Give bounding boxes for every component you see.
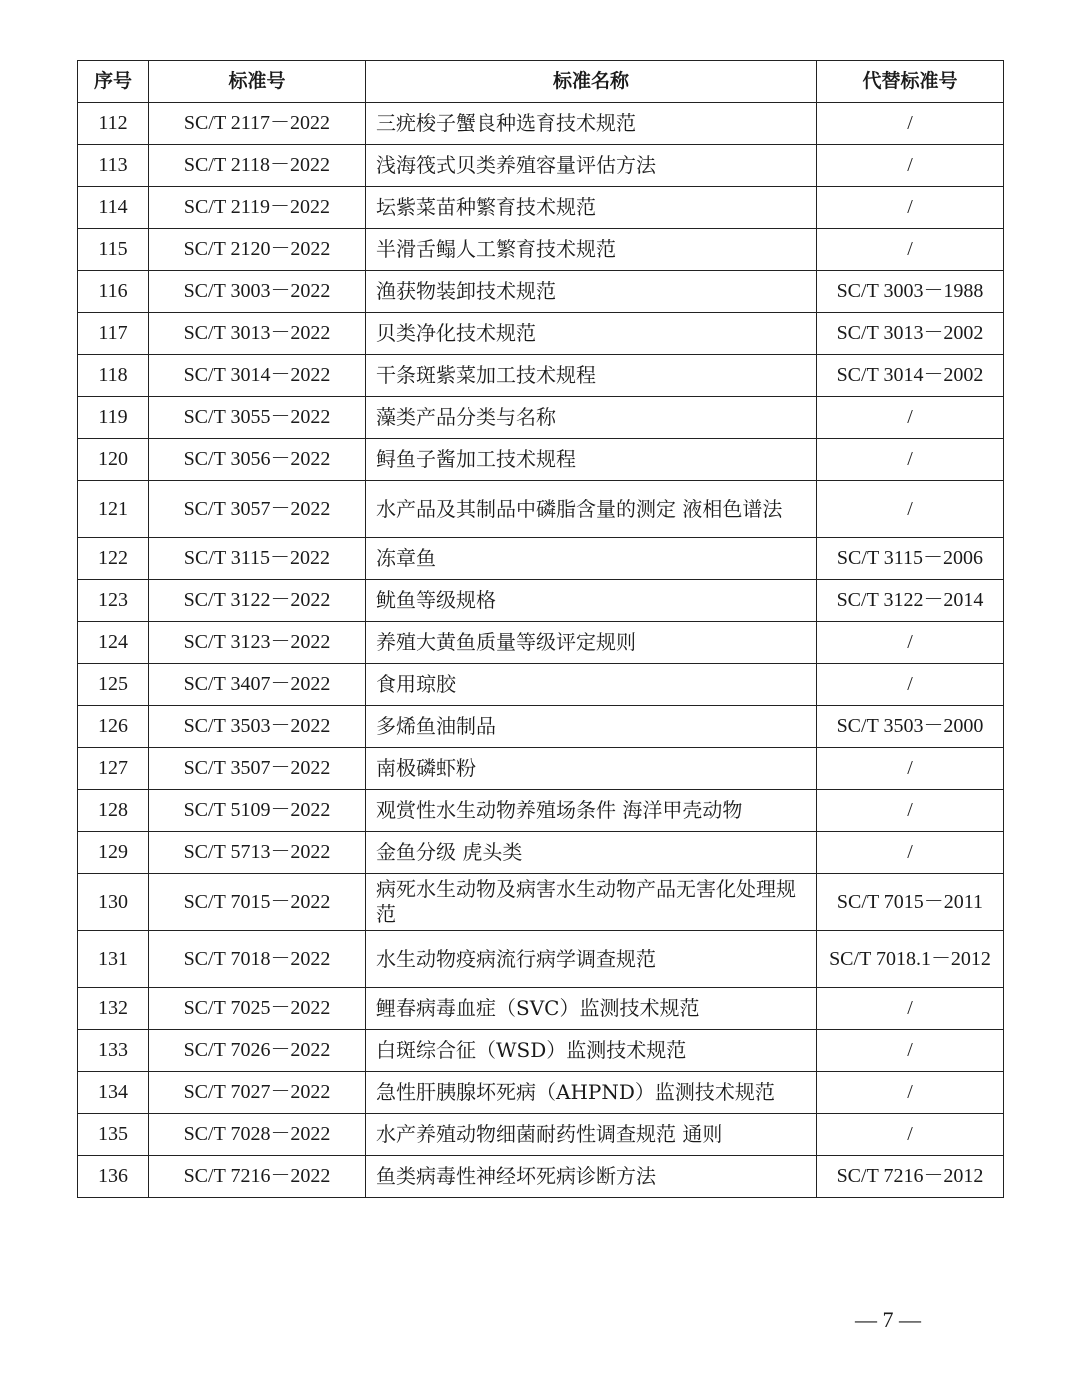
table-row: [78, 580, 1004, 622]
table-header-row: [78, 61, 1004, 103]
cell-replaced-standard: /: [817, 664, 1004, 706]
cell-replaced-standard: /: [817, 481, 1004, 538]
cell-standard-name: 病死水生动物及病害水生动物产品无害化处理规范: [366, 874, 817, 931]
cell-standard-name: 坛紫菜苗种繁育技术规范: [366, 187, 817, 229]
cell-standard-no: SC/T 7028－2022: [149, 1114, 366, 1156]
cell-standard-no: SC/T 2119－2022: [149, 187, 366, 229]
cell-standard-no: SC/T 3013－2022: [149, 313, 366, 355]
cell-index: 135: [78, 1114, 149, 1156]
table-row: [78, 439, 1004, 481]
table-row: [78, 1072, 1004, 1114]
cell-standard-no: SC/T 3014－2022: [149, 355, 366, 397]
table-row: [78, 1114, 1004, 1156]
cell-replaced-standard: SC/T 3115－2006: [817, 538, 1004, 580]
cell-standard-no: SC/T 3507－2022: [149, 748, 366, 790]
cell-replaced-standard: SC/T 3013－2002: [817, 313, 1004, 355]
header-standard-no: 标准号: [149, 61, 366, 103]
cell-index: 134: [78, 1072, 149, 1114]
cell-index: 119: [78, 397, 149, 439]
header-index: 序号: [78, 61, 149, 103]
cell-standard-name: 浅海筏式贝类养殖容量评估方法: [366, 145, 817, 187]
cell-standard-name: 水产品及其制品中磷脂含量的测定 液相色谱法: [366, 481, 817, 538]
cell-index: 131: [78, 931, 149, 988]
cell-index: 121: [78, 481, 149, 538]
cell-index: 117: [78, 313, 149, 355]
cell-index: 127: [78, 748, 149, 790]
cell-standard-no: SC/T 3407－2022: [149, 664, 366, 706]
cell-index: 124: [78, 622, 149, 664]
table-row: [78, 271, 1004, 313]
cell-standard-name: 观赏性水生动物养殖场条件 海洋甲壳动物: [366, 790, 817, 832]
table-row: [78, 355, 1004, 397]
cell-replaced-standard: /: [817, 790, 1004, 832]
cell-replaced-standard: SC/T 3014－2002: [817, 355, 1004, 397]
cell-standard-no: SC/T 7026－2022: [149, 1030, 366, 1072]
cell-standard-name: 水生动物疫病流行病学调查规范: [366, 931, 817, 988]
cell-replaced-standard: SC/T 7216－2012: [817, 1156, 1004, 1198]
cell-replaced-standard: SC/T 3503－2000: [817, 706, 1004, 748]
table-row: [78, 874, 1004, 931]
cell-standard-no: SC/T 3057－2022: [149, 481, 366, 538]
page-number: — 7 —: [855, 1307, 921, 1332]
cell-standard-no: SC/T 2117－2022: [149, 103, 366, 145]
table-row: [78, 931, 1004, 988]
cell-standard-name: 鱼类病毒性神经坏死病诊断方法: [366, 1156, 817, 1198]
table-row: [78, 832, 1004, 874]
cell-standard-no: SC/T 3055－2022: [149, 397, 366, 439]
cell-index: 114: [78, 187, 149, 229]
table-row: [78, 790, 1004, 832]
cell-index: 116: [78, 271, 149, 313]
cell-replaced-standard: SC/T 7015－2011: [817, 874, 1004, 931]
cell-index: 115: [78, 229, 149, 271]
cell-standard-name: 白斑综合征（WSD）监测技术规范: [366, 1030, 817, 1072]
cell-replaced-standard: /: [817, 229, 1004, 271]
table-row: [78, 622, 1004, 664]
cell-standard-no: SC/T 3056－2022: [149, 439, 366, 481]
table-row: [78, 748, 1004, 790]
cell-replaced-standard: /: [817, 988, 1004, 1030]
cell-standard-name: 冻章鱼: [366, 538, 817, 580]
cell-index: 112: [78, 103, 149, 145]
cell-index: 126: [78, 706, 149, 748]
cell-replaced-standard: /: [817, 622, 1004, 664]
cell-standard-no: SC/T 2118－2022: [149, 145, 366, 187]
cell-standard-name: 渔获物装卸技术规范: [366, 271, 817, 313]
cell-standard-no: SC/T 3122－2022: [149, 580, 366, 622]
table-row: [78, 1030, 1004, 1072]
cell-index: 120: [78, 439, 149, 481]
cell-standard-name: 贝类净化技术规范: [366, 313, 817, 355]
cell-index: 133: [78, 1030, 149, 1072]
table-row: [78, 706, 1004, 748]
cell-standard-name: 鲤春病毒血症（SVC）监测技术规范: [366, 988, 817, 1030]
table-row: [78, 103, 1004, 145]
cell-standard-no: SC/T 7018－2022: [149, 931, 366, 988]
table-row: [78, 397, 1004, 439]
cell-replaced-standard: /: [817, 748, 1004, 790]
cell-replaced-standard: /: [817, 1072, 1004, 1114]
cell-replaced-standard: /: [817, 397, 1004, 439]
cell-standard-name: 急性肝胰腺坏死病（AHPND）监测技术规范: [366, 1072, 817, 1114]
cell-replaced-standard: SC/T 3003－1988: [817, 271, 1004, 313]
header-replaced-standard: 代替标准号: [817, 61, 1004, 103]
cell-replaced-standard: SC/T 3122－2014: [817, 580, 1004, 622]
cell-index: 130: [78, 874, 149, 931]
cell-replaced-standard: /: [817, 1030, 1004, 1072]
table-row: [78, 481, 1004, 538]
cell-standard-no: SC/T 5713－2022: [149, 832, 366, 874]
cell-standard-name: 鲟鱼子酱加工技术规程: [366, 439, 817, 481]
cell-index: 123: [78, 580, 149, 622]
cell-index: 122: [78, 538, 149, 580]
cell-standard-name: 藻类产品分类与名称: [366, 397, 817, 439]
cell-index: 136: [78, 1156, 149, 1198]
cell-replaced-standard: /: [817, 145, 1004, 187]
cell-index: 128: [78, 790, 149, 832]
cell-standard-name: 金鱼分级 虎头类: [366, 832, 817, 874]
cell-replaced-standard: SC/T 7018.1－2012: [817, 931, 1004, 988]
table-row: [78, 313, 1004, 355]
cell-standard-no: SC/T 7015－2022: [149, 874, 366, 931]
cell-replaced-standard: /: [817, 832, 1004, 874]
standards-table: [77, 60, 1004, 1198]
cell-standard-name: 水产养殖动物细菌耐药性调查规范 通则: [366, 1114, 817, 1156]
cell-index: 129: [78, 832, 149, 874]
cell-standard-name: 食用琼胶: [366, 664, 817, 706]
table-row: [78, 229, 1004, 271]
cell-replaced-standard: /: [817, 187, 1004, 229]
cell-standard-no: SC/T 7027－2022: [149, 1072, 366, 1114]
cell-standard-name: 养殖大黄鱼质量等级评定规则: [366, 622, 817, 664]
table-row: [78, 988, 1004, 1030]
cell-standard-name: 干条斑紫菜加工技术规程: [366, 355, 817, 397]
cell-standard-no: SC/T 7025－2022: [149, 988, 366, 1030]
table-row: [78, 538, 1004, 580]
cell-standard-name: 鱿鱼等级规格: [366, 580, 817, 622]
cell-replaced-standard: /: [817, 103, 1004, 145]
cell-replaced-standard: /: [817, 1114, 1004, 1156]
cell-standard-name: 半滑舌鳎人工繁育技术规范: [366, 229, 817, 271]
cell-standard-no: SC/T 3503－2022: [149, 706, 366, 748]
header-standard-name: 标准名称: [366, 61, 817, 103]
cell-standard-no: SC/T 3003－2022: [149, 271, 366, 313]
cell-replaced-standard: /: [817, 439, 1004, 481]
table-row: [78, 1156, 1004, 1198]
cell-standard-no: SC/T 2120－2022: [149, 229, 366, 271]
cell-index: 125: [78, 664, 149, 706]
cell-standard-no: SC/T 3115－2022: [149, 538, 366, 580]
cell-standard-name: 多烯鱼油制品: [366, 706, 817, 748]
table-row: [78, 664, 1004, 706]
cell-index: 118: [78, 355, 149, 397]
cell-standard-no: SC/T 7216－2022: [149, 1156, 366, 1198]
table-row: [78, 187, 1004, 229]
cell-standard-no: SC/T 3123－2022: [149, 622, 366, 664]
table-row: [78, 145, 1004, 187]
cell-index: 113: [78, 145, 149, 187]
cell-index: 132: [78, 988, 149, 1030]
cell-standard-no: SC/T 5109－2022: [149, 790, 366, 832]
cell-standard-name: 三疣梭子蟹良种选育技术规范: [366, 103, 817, 145]
cell-standard-name: 南极磷虾粉: [366, 748, 817, 790]
